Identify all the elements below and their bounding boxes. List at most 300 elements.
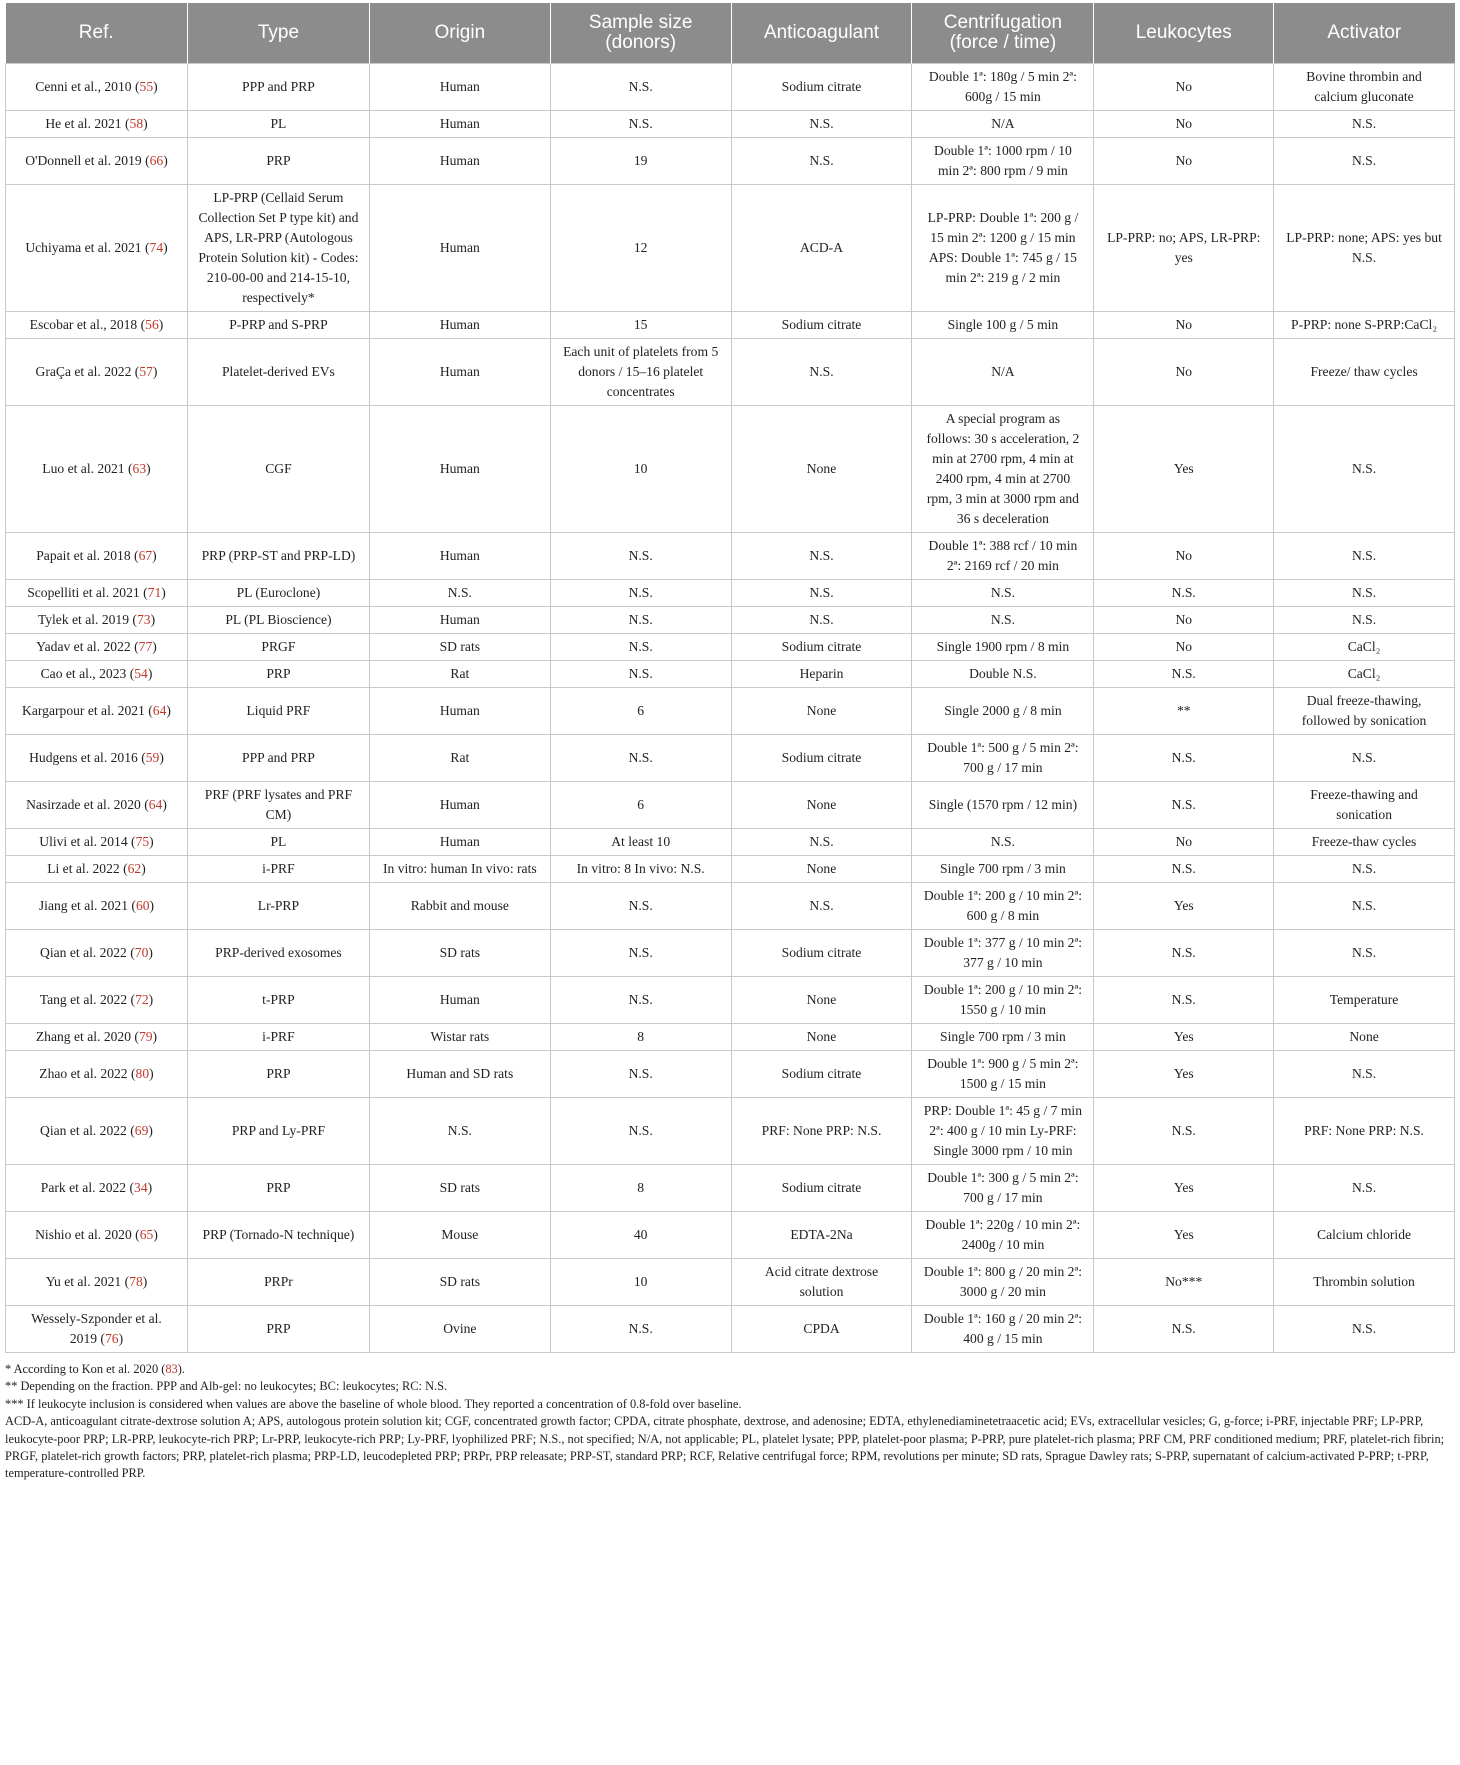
table-row xyxy=(6,406,1455,533)
centrifugation-cell: N/A xyxy=(912,111,1094,138)
ref-cell: Kargarpour et al. 2021 (64) xyxy=(6,688,188,735)
ref-author: He et al. 2021 xyxy=(45,116,122,131)
ref-cell: Yadav et al. 2022 (77) xyxy=(6,634,188,661)
activator-cell: N.S. xyxy=(1274,138,1455,185)
activator-cell: CaCl₂ xyxy=(1274,661,1455,688)
leukocytes-cell: No*** xyxy=(1094,1259,1274,1306)
leukocytes-cell: No xyxy=(1094,533,1274,580)
anticoagulant-cell: None xyxy=(731,688,912,735)
sample-size-cell: 19 xyxy=(550,138,731,185)
origin-cell: Human and SD rats xyxy=(369,1051,550,1098)
leukocytes-cell: No xyxy=(1094,634,1274,661)
activator-cell: N.S. xyxy=(1274,856,1455,883)
origin-cell: SD rats xyxy=(369,634,550,661)
ref-cell: Li et al. 2022 (62) xyxy=(6,856,188,883)
table-row xyxy=(6,782,1455,829)
ref-author: Escobar et al., 2018 xyxy=(29,317,138,332)
leukocytes-cell: Yes xyxy=(1094,1212,1274,1259)
ref-number-link[interactable]: 71 xyxy=(147,585,162,600)
data-table xyxy=(5,3,1455,1353)
header-sample-size: Sample size (donors) xyxy=(550,3,731,64)
ref-cell: Ulivi et al. 2014 (75) xyxy=(6,829,188,856)
sample-size-cell: 15 xyxy=(550,312,731,339)
anticoagulant-cell: Sodium citrate xyxy=(731,735,912,782)
origin-cell: Rat xyxy=(369,735,550,782)
leukocytes-cell: N.S. xyxy=(1094,782,1274,829)
anticoagulant-cell: None xyxy=(731,856,912,883)
header-leukocytes: Leukocytes xyxy=(1094,3,1274,64)
footnote-3: *** If leukocyte inclusion is considered when values are above the baseline of whole blood. They reported a concentration of 0.8-fold over baseline. xyxy=(5,1396,742,1411)
sample-size-cell: 10 xyxy=(550,1259,731,1306)
table-row xyxy=(6,829,1455,856)
ref-number-link[interactable]: 64 xyxy=(152,703,167,718)
activator-cell: N.S. xyxy=(1274,930,1455,977)
table-row xyxy=(6,64,1455,111)
ref-author: Ulivi et al. 2014 xyxy=(39,834,128,849)
table-row xyxy=(6,1212,1455,1259)
anticoagulant-cell: N.S. xyxy=(731,580,912,607)
centrifugation-cell: Single 700 rpm / 3 min xyxy=(912,856,1094,883)
centrifugation-cell: Double 1ª: 500 g / 5 min 2ª: 700 g / 17 min xyxy=(912,735,1094,782)
type-cell: Platelet-derived EVs xyxy=(187,339,369,406)
ref-cell: Uchiyama et al. 2021 (74) xyxy=(6,185,188,312)
ref-cell: Zhao et al. 2022 (80) xyxy=(6,1051,188,1098)
ref-author: Qian et al. 2022 xyxy=(40,1123,127,1138)
type-cell: PL (Euroclone) xyxy=(187,580,369,607)
centrifugation-cell: N.S. xyxy=(912,607,1094,634)
activator-cell: N.S. xyxy=(1274,533,1455,580)
sample-size-cell: N.S. xyxy=(550,977,731,1024)
centrifugation-cell: PRP: Double 1ª: 45 g / 7 min 2ª: 400 g / 10 min Ly-PRF: Single 3000 rpm / 10 min xyxy=(912,1098,1094,1165)
ref-author: Jiang et al. 2021 xyxy=(38,898,128,913)
sample-size-cell: 6 xyxy=(550,782,731,829)
type-cell: PL xyxy=(187,829,369,856)
ref-number-link[interactable]: 70 xyxy=(134,945,149,960)
centrifugation-cell: Double N.S. xyxy=(912,661,1094,688)
type-cell: PRGF xyxy=(187,634,369,661)
table-row xyxy=(6,930,1455,977)
ref-number-link[interactable]: 76 xyxy=(104,1331,119,1346)
centrifugation-cell: Double 1ª: 220g / 10 min 2ª: 2400g / 10 min xyxy=(912,1212,1094,1259)
ref-author: Zhang et al. 2020 xyxy=(35,1029,132,1044)
origin-cell: Human xyxy=(369,312,550,339)
activator-cell: LP-PRP: none; APS: yes but N.S. xyxy=(1274,185,1455,312)
ref-cell: Hudgens et al. 2016 (59) xyxy=(6,735,188,782)
sample-size-cell: 40 xyxy=(550,1212,731,1259)
type-cell: PL (PL Bioscience) xyxy=(187,607,369,634)
table-row xyxy=(6,661,1455,688)
leukocytes-cell: Yes xyxy=(1094,883,1274,930)
anticoagulant-cell: PRF: None PRP: N.S. xyxy=(731,1098,912,1165)
ref-author: Tang et al. 2022 xyxy=(39,992,128,1007)
ref-number-link[interactable]: 65 xyxy=(139,1227,154,1242)
sample-size-cell: N.S. xyxy=(550,661,731,688)
leukocytes-cell: ** xyxy=(1094,688,1274,735)
origin-cell: Human xyxy=(369,185,550,312)
type-cell: PRP xyxy=(187,1051,369,1098)
anticoagulant-cell: N.S. xyxy=(731,533,912,580)
ref-number-link[interactable]: 34 xyxy=(134,1180,148,1195)
ref-number-link[interactable]: 55 xyxy=(139,79,154,94)
origin-cell: SD rats xyxy=(369,930,550,977)
anticoagulant-cell: N.S. xyxy=(731,607,912,634)
ref-number-link[interactable]: 69 xyxy=(134,1123,149,1138)
anticoagulant-cell: EDTA-2Na xyxy=(731,1212,912,1259)
leukocytes-cell: Yes xyxy=(1094,1051,1274,1098)
header-origin: Origin xyxy=(369,3,550,64)
origin-cell: In vitro: human In vivo: rats xyxy=(369,856,550,883)
ref-author: Luo et al. 2021 xyxy=(42,461,125,476)
type-cell: LP-PRP (Cellaid Serum Collection Set P type kit) and APS, LR-PRP (Autologous Protein Solution kit) - Codes: 210-00-00 and 214-15-10, respectively* xyxy=(187,185,369,312)
ref-number-link[interactable]: 66 xyxy=(149,153,164,168)
activator-cell: N.S. xyxy=(1274,1165,1455,1212)
type-cell: P-PRP and S-PRP xyxy=(187,312,369,339)
table-body xyxy=(6,64,1455,1353)
ref-cell: O'Donnell et al. 2019 (66) xyxy=(6,138,188,185)
centrifugation-cell: N/A xyxy=(912,339,1094,406)
anticoagulant-cell: None xyxy=(731,977,912,1024)
leukocytes-cell: No xyxy=(1094,829,1274,856)
table-row xyxy=(6,688,1455,735)
sample-size-cell: At least 10 xyxy=(550,829,731,856)
type-cell: PL xyxy=(187,111,369,138)
ref-author: Yu et al. 2021 xyxy=(45,1274,122,1289)
leukocytes-cell: Yes xyxy=(1094,406,1274,533)
type-cell: t-PRP xyxy=(187,977,369,1024)
anticoagulant-cell: Heparin xyxy=(731,661,912,688)
origin-cell: Human xyxy=(369,138,550,185)
anticoagulant-cell: Sodium citrate xyxy=(731,930,912,977)
ref-author: Kargarpour et al. 2021 xyxy=(22,703,145,718)
origin-cell: Human xyxy=(369,111,550,138)
leukocytes-cell: No xyxy=(1094,312,1274,339)
footnote-1-ref[interactable]: 83 xyxy=(165,1362,178,1376)
ref-cell: Cao et al., 2023 (54) xyxy=(6,661,188,688)
leukocytes-cell: N.S. xyxy=(1094,735,1274,782)
anticoagulant-cell: None xyxy=(731,406,912,533)
ref-author: Qian et al. 2022 xyxy=(40,945,127,960)
leukocytes-cell: No xyxy=(1094,339,1274,406)
table-row xyxy=(6,1306,1455,1353)
ref-author: Cenni et al., 2010 xyxy=(35,79,132,94)
ref-number-link[interactable]: 75 xyxy=(135,834,150,849)
anticoagulant-cell: Sodium citrate xyxy=(731,312,912,339)
sample-size-cell: In vitro: 8 In vivo: N.S. xyxy=(550,856,731,883)
centrifugation-cell: Single 1900 rpm / 8 min xyxy=(912,634,1094,661)
leukocytes-cell: No xyxy=(1094,64,1274,111)
type-cell: PRP-derived exosomes xyxy=(187,930,369,977)
activator-cell: None xyxy=(1274,1024,1455,1051)
anticoagulant-cell: None xyxy=(731,1024,912,1051)
type-cell: Lr-PRP xyxy=(187,883,369,930)
type-cell: CGF xyxy=(187,406,369,533)
ref-author: Zhao et al. 2022 xyxy=(39,1066,128,1081)
table-row xyxy=(6,883,1455,930)
origin-cell: Human xyxy=(369,829,550,856)
ref-cell: Qian et al. 2022 (70) xyxy=(6,930,188,977)
ref-cell: Nasirzade et al. 2020 (64) xyxy=(6,782,188,829)
activator-cell: Freeze-thaw cycles xyxy=(1274,829,1455,856)
type-cell: PRP xyxy=(187,1165,369,1212)
activator-cell: PRF: None PRP: N.S. xyxy=(1274,1098,1455,1165)
ref-cell: Zhang et al. 2020 (79) xyxy=(6,1024,188,1051)
type-cell: i-PRF xyxy=(187,856,369,883)
origin-cell: SD rats xyxy=(369,1165,550,1212)
origin-cell: Wistar rats xyxy=(369,1024,550,1051)
anticoagulant-cell: N.S. xyxy=(731,339,912,406)
leukocytes-cell: N.S. xyxy=(1094,930,1274,977)
leukocytes-cell: No xyxy=(1094,138,1274,185)
table-row xyxy=(6,1051,1455,1098)
origin-cell: Human xyxy=(369,607,550,634)
leukocytes-cell: N.S. xyxy=(1094,580,1274,607)
table-row xyxy=(6,339,1455,406)
leukocytes-cell: No xyxy=(1094,111,1274,138)
type-cell: PRP xyxy=(187,138,369,185)
footnote-1-end: ). xyxy=(177,1362,185,1376)
activator-cell: P-PRP: none S-PRP:CaCl₂ xyxy=(1274,312,1455,339)
header-type: Type xyxy=(187,3,369,64)
centrifugation-cell: Double 1ª: 377 g / 10 min 2ª: 377 g / 10 min xyxy=(912,930,1094,977)
sample-size-cell: N.S. xyxy=(550,533,731,580)
sample-size-cell: 12 xyxy=(550,185,731,312)
ref-number-link[interactable]: 80 xyxy=(135,1066,150,1081)
activator-cell: N.S. xyxy=(1274,607,1455,634)
activator-cell: Freeze/ thaw cycles xyxy=(1274,339,1455,406)
leukocytes-cell: N.S. xyxy=(1094,977,1274,1024)
leukocytes-cell: N.S. xyxy=(1094,1098,1274,1165)
ref-number-link[interactable]: 60 xyxy=(135,898,150,913)
table-row xyxy=(6,580,1455,607)
type-cell: Liquid PRF xyxy=(187,688,369,735)
centrifugation-cell: N.S. xyxy=(912,580,1094,607)
table-row xyxy=(6,634,1455,661)
sample-size-cell: N.S. xyxy=(550,735,731,782)
type-cell: PRP and Ly-PRF xyxy=(187,1098,369,1165)
centrifugation-cell: Single (1570 rpm / 12 min) xyxy=(912,782,1094,829)
ref-author: Tylek et al. 2019 xyxy=(37,612,130,627)
origin-cell: Rabbit and mouse xyxy=(369,883,550,930)
activator-cell: N.S. xyxy=(1274,1051,1455,1098)
ref-number-link[interactable]: 54 xyxy=(134,666,148,681)
ref-author: Nasirzade et al. 2020 xyxy=(26,797,141,812)
activator-cell: Thrombin solution xyxy=(1274,1259,1455,1306)
leukocytes-cell: LP-PRP: no; APS, LR-PRP: yes xyxy=(1094,185,1274,312)
centrifugation-cell: Double 1ª: 1000 rpm / 10 min 2ª: 800 rpm / 9 min xyxy=(912,138,1094,185)
ref-number-link[interactable]: 77 xyxy=(138,639,153,654)
leukocytes-cell: N.S. xyxy=(1094,1306,1274,1353)
origin-cell: Ovine xyxy=(369,1306,550,1353)
anticoagulant-cell: N.S. xyxy=(731,883,912,930)
type-cell: PPP and PRP xyxy=(187,735,369,782)
anticoagulant-cell: CPDA xyxy=(731,1306,912,1353)
activator-cell: N.S. xyxy=(1274,883,1455,930)
table-row xyxy=(6,856,1455,883)
ref-number-link[interactable]: 79 xyxy=(138,1029,153,1044)
leukocytes-cell: Yes xyxy=(1094,1165,1274,1212)
origin-cell: Human xyxy=(369,688,550,735)
centrifugation-cell: Double 1ª: 160 g / 20 min 2ª: 400 g / 15 min xyxy=(912,1306,1094,1353)
anticoagulant-cell: N.S. xyxy=(731,829,912,856)
type-cell: PRP xyxy=(187,1306,369,1353)
ref-author: Cao et al., 2023 xyxy=(40,666,127,681)
table-row xyxy=(6,1259,1455,1306)
origin-cell: Rat xyxy=(369,661,550,688)
ref-number-link[interactable]: 58 xyxy=(129,116,144,131)
sample-size-cell: 8 xyxy=(550,1165,731,1212)
activator-cell: Temperature xyxy=(1274,977,1455,1024)
footnote-1-text: * According to Kon et al. 2020 ( xyxy=(5,1362,166,1376)
table-footnotes xyxy=(5,1361,1455,1483)
centrifugation-cell: A special program as follows: 30 s acceleration, 2 min at 2700 rpm, 4 min at 2400 rpm, 4 min at 2700 rpm, 3 min at 3000 rpm and 36 s deceleration xyxy=(912,406,1094,533)
activator-cell: Freeze-thawing and sonication xyxy=(1274,782,1455,829)
ref-author: Scopelliti et al. 2021 xyxy=(27,585,140,600)
ref-cell: Scopelliti et al. 2021 (71) xyxy=(6,580,188,607)
origin-cell: N.S. xyxy=(369,580,550,607)
sample-size-cell: 6 xyxy=(550,688,731,735)
table-row xyxy=(6,735,1455,782)
activator-cell: N.S. xyxy=(1274,580,1455,607)
centrifugation-cell: Single 700 rpm / 3 min xyxy=(912,1024,1094,1051)
ref-number-link[interactable]: 56 xyxy=(145,317,159,332)
anticoagulant-cell: ACD-A xyxy=(731,185,912,312)
footnote-1 xyxy=(5,1361,1455,1378)
ref-cell: Yu et al. 2021 (78) xyxy=(6,1259,188,1306)
footnote-2: ** Depending on the fraction. PPP and Alb-gel: no leukocytes; BC: leukocytes; RC: N.S. xyxy=(5,1379,448,1394)
activator-cell: Dual freeze-thawing, followed by sonication xyxy=(1274,688,1455,735)
ref-number-link[interactable]: 63 xyxy=(132,461,147,476)
sample-size-cell: N.S. xyxy=(550,580,731,607)
ref-number-link[interactable]: 73 xyxy=(136,612,151,627)
anticoagulant-cell: N.S. xyxy=(731,111,912,138)
ref-number-link[interactable]: 72 xyxy=(135,992,149,1007)
type-cell: PPP and PRP xyxy=(187,64,369,111)
centrifugation-cell: LP-PRP: Double 1ª: 200 g / 15 min 2ª: 1200 g / 15 min APS: Double 1ª: 745 g / 15 min 2ª: 219 g / 2 min xyxy=(912,185,1094,312)
ref-number-link[interactable]: 59 xyxy=(145,750,160,765)
type-cell: PRPr xyxy=(187,1259,369,1306)
leukocytes-cell: N.S. xyxy=(1094,856,1274,883)
centrifugation-cell: Double 1ª: 200 g / 10 min 2ª: 600 g / 8 min xyxy=(912,883,1094,930)
ref-number-link[interactable]: 57 xyxy=(139,364,153,379)
header-row xyxy=(6,3,1455,64)
ref-cell: Escobar et al., 2018 (56) xyxy=(6,312,188,339)
centrifugation-cell: N.S. xyxy=(912,829,1094,856)
anticoagulant-cell: None xyxy=(731,782,912,829)
header-centrifugation: Centrifugation (force / time) xyxy=(912,3,1094,64)
table-row xyxy=(6,977,1455,1024)
ref-cell: Nishio et al. 2020 (65) xyxy=(6,1212,188,1259)
ref-cell: Tang et al. 2022 (72) xyxy=(6,977,188,1024)
ref-author: Hudgens et al. 2016 xyxy=(29,750,138,765)
centrifugation-cell: Double 1ª: 300 g / 5 min 2ª: 700 g / 17 min xyxy=(912,1165,1094,1212)
ref-author: Yadav et al. 2022 xyxy=(36,639,131,654)
header-anticoagulant: Anticoagulant xyxy=(731,3,912,64)
table-row xyxy=(6,533,1455,580)
sample-size-cell: N.S. xyxy=(550,883,731,930)
ref-cell: Qian et al. 2022 (69) xyxy=(6,1098,188,1165)
centrifugation-cell: Double 1ª: 900 g / 5 min 2ª: 1500 g / 15 min xyxy=(912,1051,1094,1098)
ref-author: Uchiyama et al. 2021 xyxy=(25,240,142,255)
ref-cell: Wessely-Szponder et al. 2019 (76) xyxy=(6,1306,188,1353)
ref-author: Li et al. 2022 xyxy=(47,861,120,876)
type-cell: PRP xyxy=(187,661,369,688)
sample-size-cell: N.S. xyxy=(550,930,731,977)
ref-number-link[interactable]: 74 xyxy=(149,240,164,255)
ref-cell: Tylek et al. 2019 (73) xyxy=(6,607,188,634)
centrifugation-cell: Single 100 g / 5 min xyxy=(912,312,1094,339)
origin-cell: Human xyxy=(369,406,550,533)
ref-cell: Cenni et al., 2010 (55) xyxy=(6,64,188,111)
type-cell: PRF (PRF lysates and PRF CM) xyxy=(187,782,369,829)
sample-size-cell: N.S. xyxy=(550,1306,731,1353)
anticoagulant-cell: Acid citrate dextrose solution xyxy=(731,1259,912,1306)
sample-size-cell: N.S. xyxy=(550,607,731,634)
sample-size-cell: N.S. xyxy=(550,634,731,661)
sample-size-cell: N.S. xyxy=(550,111,731,138)
anticoagulant-cell: Sodium citrate xyxy=(731,634,912,661)
centrifugation-cell: Double 1ª: 388 rcf / 10 min 2ª: 2169 rcf / 20 min xyxy=(912,533,1094,580)
ref-number-link[interactable]: 64 xyxy=(148,797,163,812)
sample-size-cell: Each unit of platelets from 5 donors / 15–16 platelet concentrates xyxy=(550,339,731,406)
centrifugation-cell: Double 1ª: 200 g / 10 min 2ª: 1550 g / 10 min xyxy=(912,977,1094,1024)
ref-cell: Park et al. 2022 (34) xyxy=(6,1165,188,1212)
sample-size-cell: N.S. xyxy=(550,1098,731,1165)
type-cell: PRP (Tornado-N technique) xyxy=(187,1212,369,1259)
ref-author: O'Donnell et al. 2019 xyxy=(25,153,142,168)
sample-size-cell: 10 xyxy=(550,406,731,533)
header-activator: Activator xyxy=(1274,3,1455,64)
ref-author: Papait et al. 2018 xyxy=(36,548,131,563)
sample-size-cell: N.S. xyxy=(550,64,731,111)
anticoagulant-cell: N.S. xyxy=(731,138,912,185)
leukocytes-cell: No xyxy=(1094,607,1274,634)
ref-number-link[interactable]: 78 xyxy=(129,1274,143,1289)
anticoagulant-cell: Sodium citrate xyxy=(731,1051,912,1098)
leukocytes-cell: Yes xyxy=(1094,1024,1274,1051)
ref-cell: Jiang et al. 2021 (60) xyxy=(6,883,188,930)
ref-author: Park et al. 2022 xyxy=(40,1180,127,1195)
ref-cell: Papait et al. 2018 (67) xyxy=(6,533,188,580)
table-row xyxy=(6,1165,1455,1212)
ref-cell: Luo et al. 2021 (63) xyxy=(6,406,188,533)
centrifugation-cell: Double 1ª: 180g / 5 min 2ª: 600g / 15 min xyxy=(912,64,1094,111)
centrifugation-cell: Single 2000 g / 8 min xyxy=(912,688,1094,735)
anticoagulant-cell: Sodium citrate xyxy=(731,1165,912,1212)
activator-cell: Bovine thrombin and calcium gluconate xyxy=(1274,64,1455,111)
sample-size-cell: N.S. xyxy=(550,1051,731,1098)
table-row xyxy=(6,312,1455,339)
abbreviations: ACD-A, anticoagulant citrate-dextrose solution A; APS, autologous protein solution kit; CGF, concentrated growth factor; CPDA, citrate phosphate, dextrose, and adenosine; EDTA, ethylenediaminetetraacetic acid; EVs, extracellular vesicles; G, g-force; i-PRF, injectable PRF; LP-PRP, leukocyte-poor PRP; LR-PRP, leukocyte-rich PRP; Lr-PRP, leukocyte-rich PRP; Ly-PRF, lyophilized PRF; N.S., not specified; N/A, not applicable; PL, platelet lysate; PPP, platelet-poor plasma; P-PRP, pure platelet-rich plasma; PRF CM, PRF conditioned medium; PRF, platelet-rich fibrin; PRGF, platelet-rich growth factors; PRP, platelet-rich plasma; PRP-LD, leucodepleted PRP; PRPr, PRP releasate; PRP-ST, standard PRP; RCF, Relative centrifugal force; RPM, revolutions per minute; SD rats, Sprague Dawley rats; S-PRP, supernatant of calcium-activated P-PRP; t-PRP, temperature-controlled PRP. xyxy=(5,1414,1445,1481)
origin-cell: SD rats xyxy=(369,1259,550,1306)
origin-cell: Mouse xyxy=(369,1212,550,1259)
activator-cell: N.S. xyxy=(1274,406,1455,533)
ref-number-link[interactable]: 67 xyxy=(138,548,153,563)
leukocytes-cell: N.S. xyxy=(1094,661,1274,688)
anticoagulant-cell: Sodium citrate xyxy=(731,64,912,111)
origin-cell: Human xyxy=(369,533,550,580)
activator-cell: Calcium chloride xyxy=(1274,1212,1455,1259)
table-row xyxy=(6,1024,1455,1051)
origin-cell: N.S. xyxy=(369,1098,550,1165)
origin-cell: Human xyxy=(369,339,550,406)
table-row xyxy=(6,111,1455,138)
ref-number-link[interactable]: 62 xyxy=(127,861,142,876)
centrifugation-cell: Double 1ª: 800 g / 20 min 2ª: 3000 g / 20 min xyxy=(912,1259,1094,1306)
type-cell: PRP (PRP-ST and PRP-LD) xyxy=(187,533,369,580)
activator-cell: N.S. xyxy=(1274,1306,1455,1353)
origin-cell: Human xyxy=(369,64,550,111)
header-ref: Ref. xyxy=(6,3,188,64)
